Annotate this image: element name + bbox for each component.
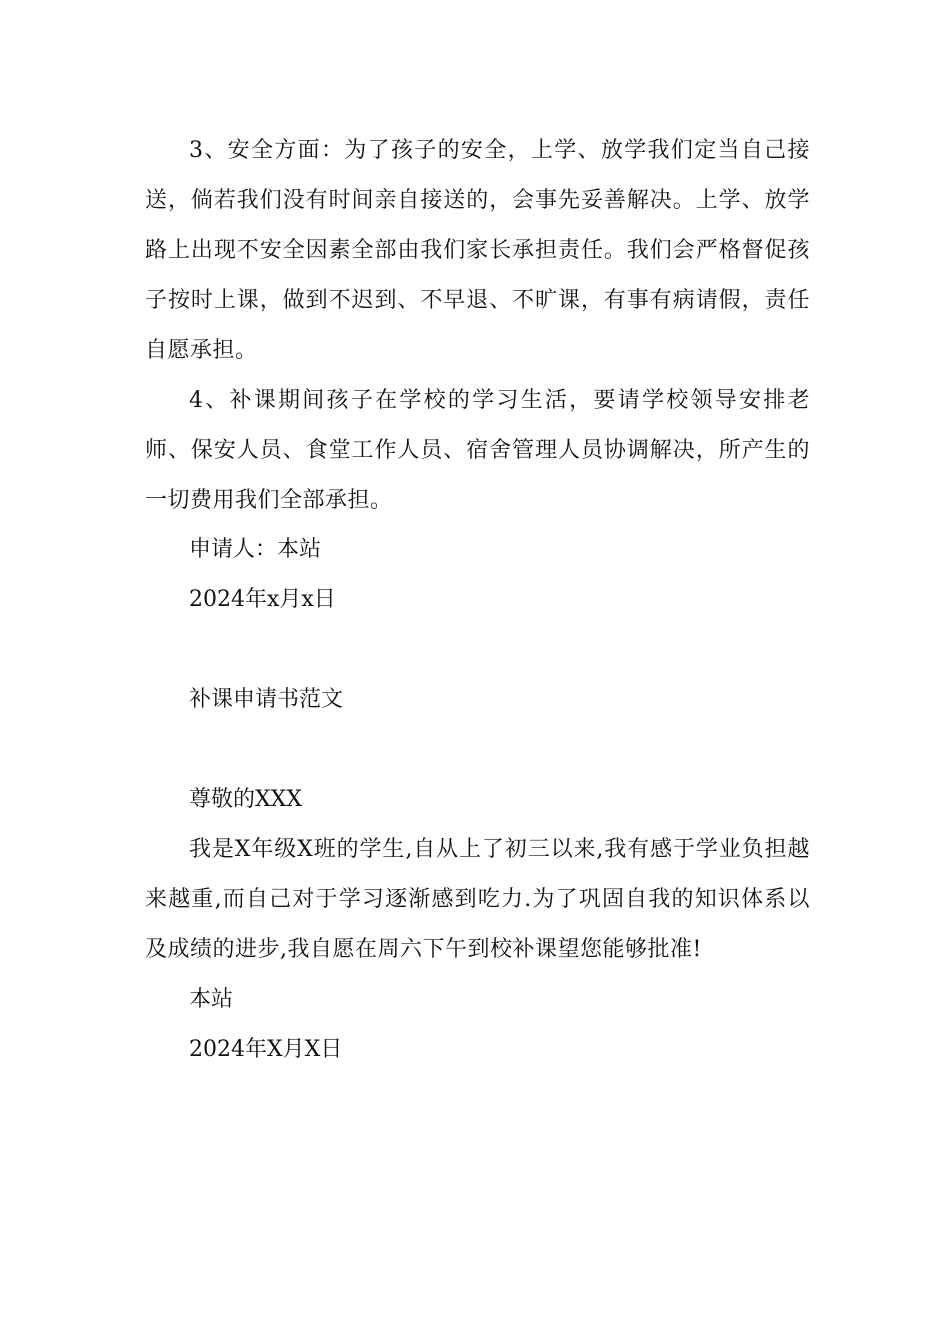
paragraph-safety: 3、安全方面：为了孩子的安全，上学、放学我们定当自己接送，倘若我们没有时间亲自接送的，会事先妥善解决。上学、放学路上出现不安全因素全部由我们家长承担责任。我们会严格督促孩子按时上课，做到不迟到、不早退、不旷课，有事有病请假，责任自愿承担。 <box>145 138 810 363</box>
application-body: 我是X年级X班的学生,自从上了初三以来,我有感于学业负担越来越重,而自己对于学习逐渐感到吃力.为了巩固自我的知识体系以及成绩的进步,我自愿在周六下午到校补课望您能够批准! <box>145 837 810 962</box>
sample-title: 补课申请书范文 <box>189 687 344 712</box>
date-line: 2024年x月x日 <box>189 587 336 612</box>
paragraph-school-life: 4、补课期间孩子在学校的学习生活，要请学校领导安排老师、保安人员、食堂工作人员、宿舍管理人员协调解决，所产生的一切费用我们全部承担。 <box>145 388 810 513</box>
salutation: 尊敬的XXX <box>189 787 302 812</box>
applicant-line: 申请人：本站 <box>189 537 322 562</box>
signature: 本站 <box>189 987 234 1012</box>
signature-date: 2024年X月X日 <box>189 1037 343 1062</box>
